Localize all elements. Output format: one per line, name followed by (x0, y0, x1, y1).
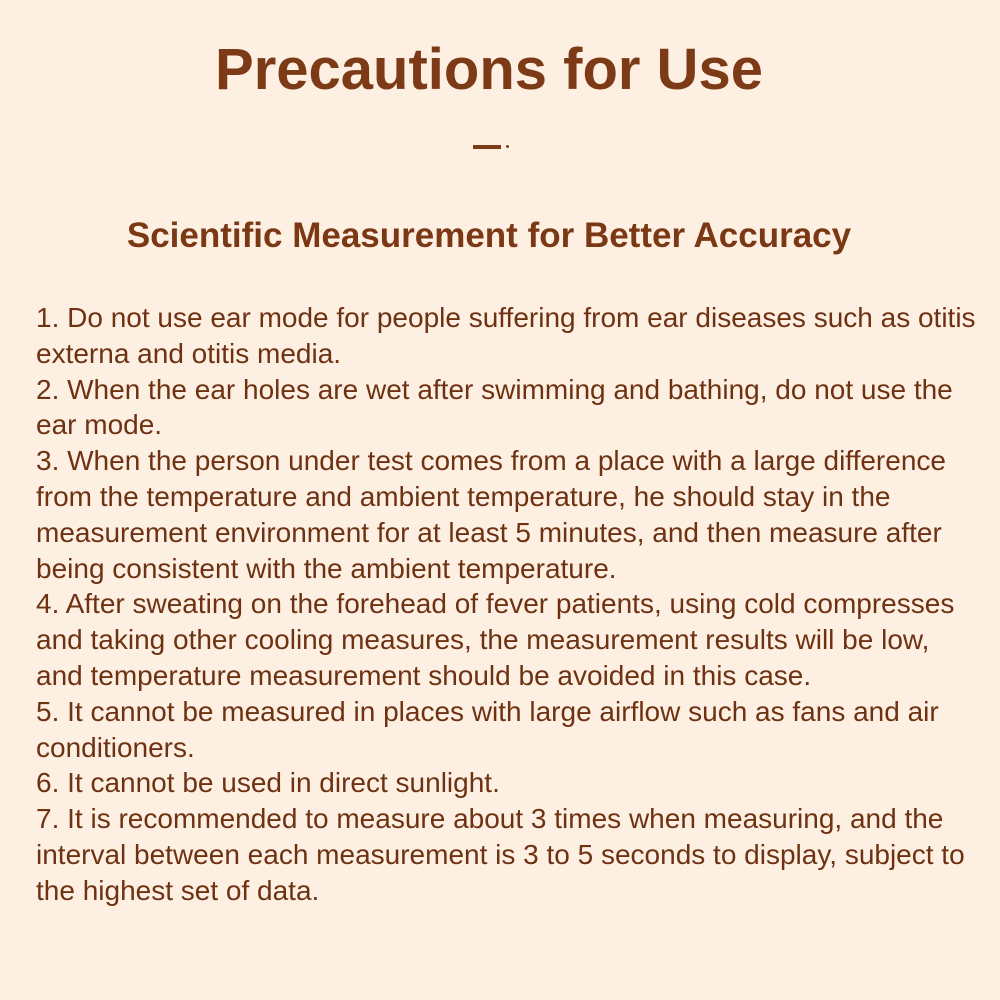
precaution-item-6: 6. It cannot be used in direct sunlight. (36, 767, 500, 799)
title-divider-dot (506, 145, 509, 148)
precaution-item-7: 7. It is recommended to measure about 3 times when measuring, and the interval between each measurement is 3 to 5 seconds to display, subject to the highest set of data. (36, 803, 965, 906)
page-title: Precautions for Use (215, 37, 763, 102)
precaution-item-5: 5. It cannot be measured in places with large airflow such as fans and air conditioners. (36, 695, 939, 763)
precautions-list (36, 300, 976, 909)
precaution-item-2: 2. When the ear holes are wet after swimming and bathing, do not use the ear mode. (36, 373, 953, 441)
precaution-item-3: 3. When the person under test comes from a place with a large difference from the temperature and ambient temperature, he should stay in the measurement environment for at least 5 minutes, and then measure after being consistent with the ambient temperature. (36, 445, 946, 584)
precaution-item-1: 1. Do not use ear mode for people suffering from ear diseases such as otitis externa and otitis media. (36, 302, 976, 369)
subtitle: Scientific Measurement for Better Accuracy (126, 216, 852, 255)
precaution-item-4: 4. After sweating on the forehead of fever patients, using cold compresses and taking other cooling measures, the measurement results will be low, and temperature measurement should be avoided in this case. (36, 588, 955, 691)
title-divider (473, 145, 501, 149)
